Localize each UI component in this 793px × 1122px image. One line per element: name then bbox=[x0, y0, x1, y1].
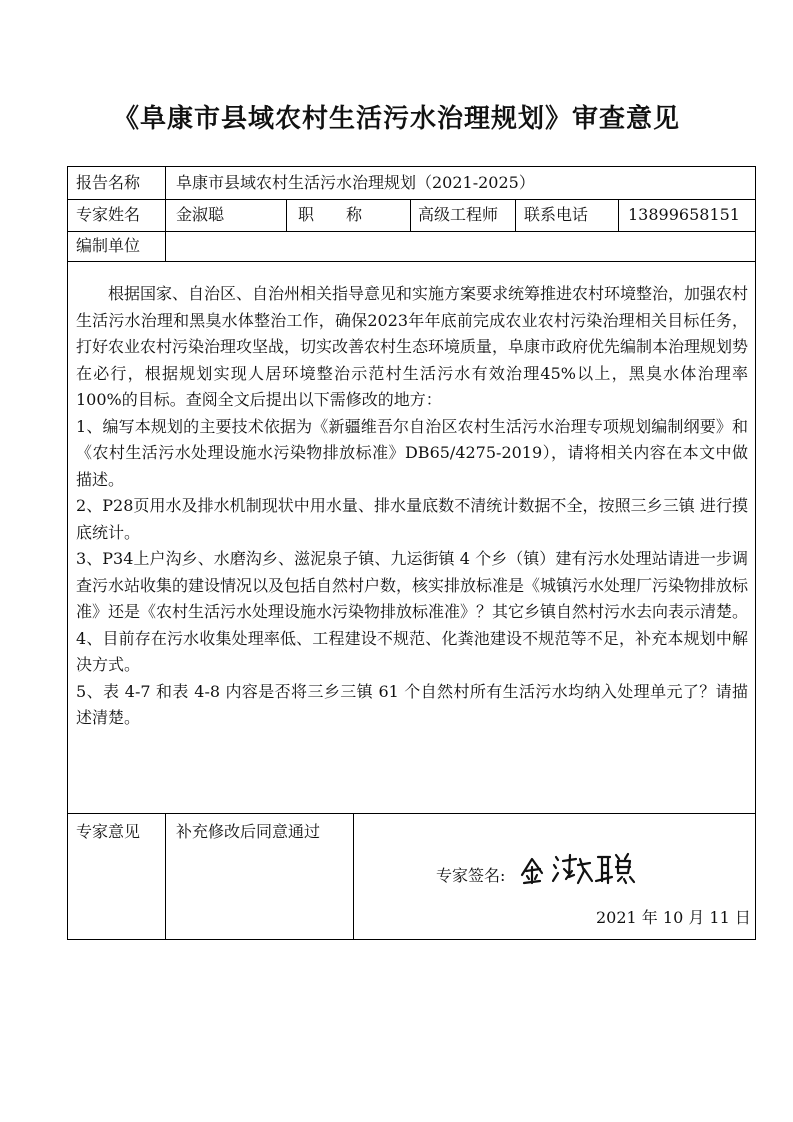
row-divider bbox=[68, 261, 755, 262]
compiling-unit-label: 编制单位 bbox=[76, 236, 141, 255]
column-divider bbox=[353, 813, 354, 939]
phone-label: 联系电话 bbox=[524, 205, 589, 224]
phone-value: 13899658151 bbox=[628, 205, 740, 224]
job-title-label: 职 称 bbox=[298, 205, 363, 224]
comment-item: 2、P28页用水及排水机制现状中用水量、排水量底数不清统计数据不全，按照三乡三镇 进行摸底统计。 bbox=[76, 496, 748, 542]
comment-item: 5、表 4-7 和表 4-8 内容是否将三乡三镇 61 个自然村所有生活污水均纳入处理单元了？请描述清楚。 bbox=[76, 681, 748, 727]
row-divider bbox=[68, 813, 755, 814]
expert-opinion-text: 补充修改后同意通过 bbox=[176, 822, 321, 841]
expert-opinion-label: 专家意见 bbox=[76, 822, 141, 841]
comment-item: 4、目前存在污水收集处理率低、工程建设不规范、化粪池建设不规范等不足，补充本规划中解决方式。 bbox=[76, 628, 748, 674]
review-comments bbox=[76, 281, 748, 732]
column-divider bbox=[286, 199, 287, 231]
column-divider bbox=[165, 813, 166, 939]
comment-item: 3、P34上户沟乡、水磨沟乡、滋泥泉子镇、九运街镇 4 个乡（镇）建有污水处理站请进一步调查污水站收集的建设情况以及包括自然村户数，核实排放标准是《城镇污水处理厂污染物排放标准》还是《农村生活污水处理设施水污染物排放标准准》？其它乡镇自然村污水去向表示清楚。 bbox=[76, 549, 749, 621]
column-divider bbox=[410, 199, 411, 231]
comment-item: 1、编写本规划的主要技术依据为《新疆维吾尔自治区农村生活污水治理专项规划编制纲要》和《农村生活污水处理设施水污染物排放标准》DB65/4275-2019），请将相关内容在本文中做描述。 bbox=[76, 416, 748, 489]
handwritten-signature bbox=[518, 849, 638, 889]
intro-paragraph: 根据国家、自治区、自治州相关指导意见和实施方案要求统筹推进农村环境整治，加强农村生活污水治理和黑臭水体整治工作，确保2023年年底前完成农业农村污染治理相关目标任务，打好农业农村污染治理攻坚战，切实改善农村生态环境质量，阜康市政府优先编制本治理规划势在必行，根据规划实现人居环境整治示范村生活污水有效治理45%以上，黑臭水体治理率100%的目标。查阅全文后提出以下需修改的地方： bbox=[76, 284, 749, 409]
column-divider bbox=[618, 199, 619, 231]
signature-date: 2021 年 10 月 11 日 bbox=[596, 908, 751, 927]
report-name-label: 报告名称 bbox=[76, 173, 141, 192]
signature-label: 专家签名: bbox=[436, 866, 506, 885]
row-divider bbox=[68, 231, 755, 232]
document-title: 《阜康市县域农村生活污水治理规划》审查意见 bbox=[112, 104, 680, 134]
column-divider bbox=[165, 167, 166, 261]
report-name-value: 阜康市县域农村生活污水治理规划（2021-2025） bbox=[176, 173, 535, 192]
expert-name-label: 专家姓名 bbox=[76, 205, 141, 224]
column-divider bbox=[515, 199, 516, 231]
review-table bbox=[67, 166, 756, 940]
job-title-value: 高级工程师 bbox=[418, 205, 499, 224]
expert-name-value: 金淑聪 bbox=[176, 205, 225, 224]
